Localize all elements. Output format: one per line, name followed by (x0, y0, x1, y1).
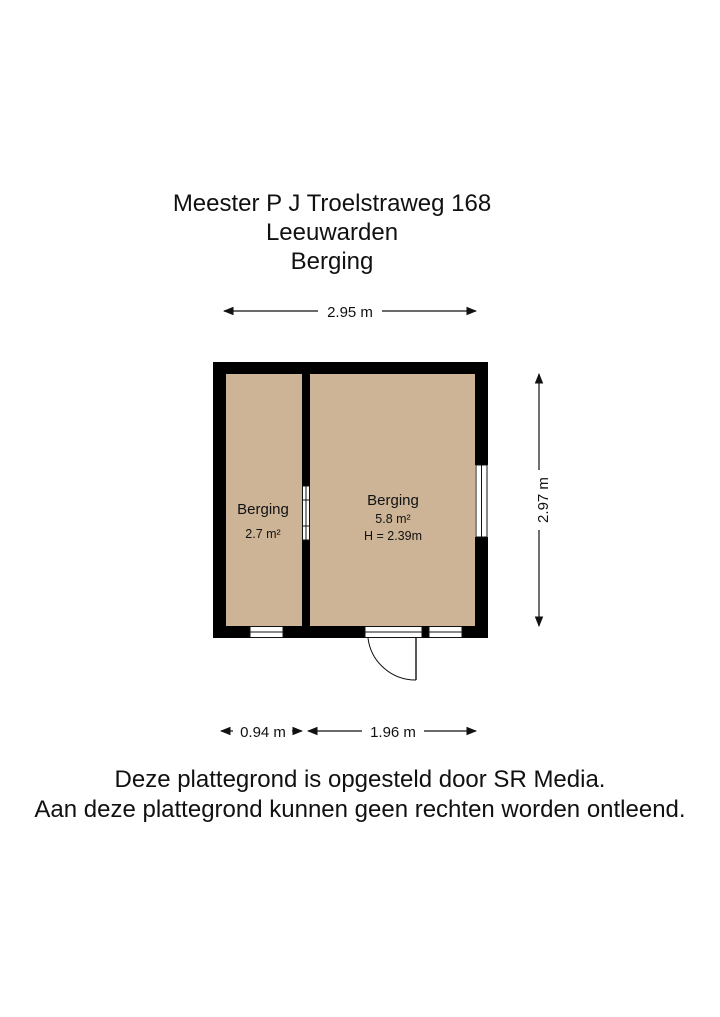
wall-right-lower (475, 537, 488, 638)
room-left-area: 2.7 m² (245, 527, 281, 541)
room-right-name: Berging (367, 492, 419, 509)
address-title: Meester P J Troelstraweg 168 (172, 190, 492, 217)
city-title: Leeuwarden (265, 219, 399, 246)
disclaimer-line-2: Aan deze plattegrond kunnen geen rechten worden ontleend. (34, 796, 686, 823)
wall-bottom-d (462, 626, 488, 638)
wall-right-upper (475, 362, 488, 465)
dimension-right-label: 2.97 m (534, 477, 552, 523)
disclaimer-line-1: Deze plattegrond is opgesteld door SR Media. (114, 766, 606, 793)
window-right (476, 465, 487, 537)
door (365, 627, 422, 681)
door-swing-arc (368, 638, 416, 680)
dimension-top-label: 2.95 m (327, 304, 373, 321)
dimension-bottom-right (308, 724, 476, 741)
floor-title: Berging (290, 248, 374, 275)
wall-divider-lower (302, 540, 310, 626)
room-left-name: Berging (237, 501, 289, 518)
wall-bottom-b (283, 626, 365, 638)
window-bottom-left (250, 627, 283, 638)
room-right-area: 5.8 m² (375, 512, 411, 526)
dimension-bottom-left-label: 0.94 m (240, 724, 286, 741)
dimension-right (535, 374, 552, 626)
wall-top (213, 362, 488, 374)
wall-left (213, 362, 226, 638)
room-floor-left (226, 374, 302, 626)
dimension-top (224, 304, 476, 321)
wall-bottom-c (422, 626, 429, 638)
room-right-height: H = 2.39m (363, 529, 423, 543)
wall-divider-upper (302, 374, 310, 486)
dimension-bottom-right-label: 1.96 m (370, 724, 416, 741)
wall-bottom-a (213, 626, 250, 638)
dimension-bottom-left (221, 724, 302, 741)
window-divider (303, 486, 310, 540)
window-bottom-right (429, 627, 462, 638)
